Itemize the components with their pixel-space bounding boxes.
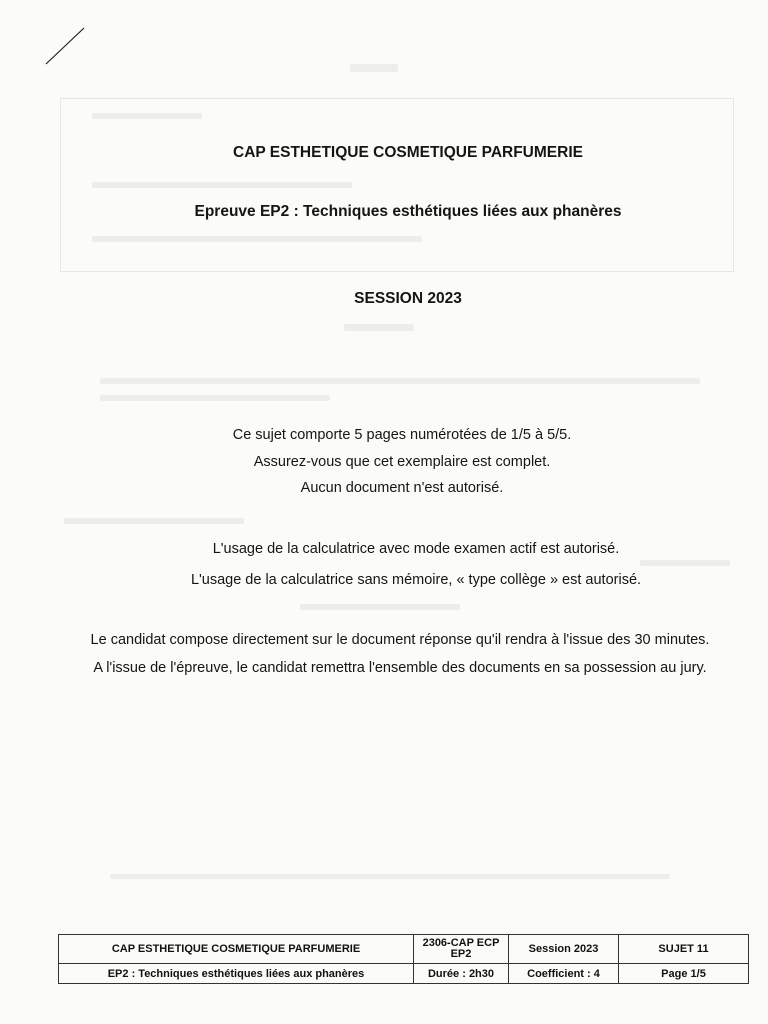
bleed-through-mark <box>100 395 330 401</box>
footer-row <box>59 935 749 964</box>
instruction-return-documents: A l'issue de l'épreuve, le candidat remettra l'ensemble des documents en sa possession au jury. <box>93 660 707 676</box>
page-title: CAP ESTHETIQUE COSMETIQUE PARFUMERIE <box>233 144 583 161</box>
instruction-answer-sheet: Le candidat compose directement sur le document réponse qu'il rendra à l'issue des 30 minutes. <box>90 632 710 648</box>
instruction-no-document: Aucun document n'est autorisé. <box>300 480 504 496</box>
bleed-through-mark <box>110 874 670 879</box>
footer-coefficient: Coefficient : 4 <box>509 964 619 984</box>
exam-footer-table <box>58 934 749 984</box>
instruction-check-complete: Assurez-vous que cet exemplaire est complet. <box>253 454 551 470</box>
bleed-through-mark <box>100 378 700 384</box>
footer-session: Session 2023 <box>509 935 619 964</box>
instruction-calculator-basic: L'usage de la calculatrice sans mémoire, « type collège » est autorisé. <box>190 572 642 588</box>
footer-page-number: Page 1/5 <box>619 964 749 984</box>
footer-duration: Durée : 2h30 <box>414 964 509 984</box>
bleed-through-mark <box>350 64 398 72</box>
bleed-through-mark <box>64 518 244 524</box>
footer-code-line2: EP2 <box>450 948 472 961</box>
session-heading: SESSION 2023 <box>354 290 462 307</box>
footer-code-line1: 2306-CAP ECP <box>422 937 500 950</box>
bleed-through-mark <box>344 324 414 331</box>
instruction-calculator-exam-mode: L'usage de la calculatrice avec mode examen actif est autorisé. <box>212 541 620 557</box>
bleed-through-mark <box>92 113 202 119</box>
footer-exam-name: EP2 : Techniques esthétiques liées aux phanères <box>59 964 414 984</box>
bleed-through-mark <box>300 604 460 610</box>
footer-row <box>59 964 749 984</box>
bleed-through-mark <box>92 182 352 188</box>
footer-subject: SUJET 11 <box>619 935 749 964</box>
footer-exam-code <box>414 935 509 964</box>
pen-stroke-mark <box>44 24 94 68</box>
footer-diploma: CAP ESTHETIQUE COSMETIQUE PARFUMERIE <box>59 935 414 964</box>
exam-subtitle: Epreuve EP2 : Techniques esthétiques liées aux phanères <box>194 203 622 220</box>
bleed-through-mark <box>92 236 422 242</box>
bleed-through-mark <box>640 560 730 566</box>
instruction-page-count: Ce sujet comporte 5 pages numérotées de 1/5 à 5/5. <box>232 427 572 443</box>
